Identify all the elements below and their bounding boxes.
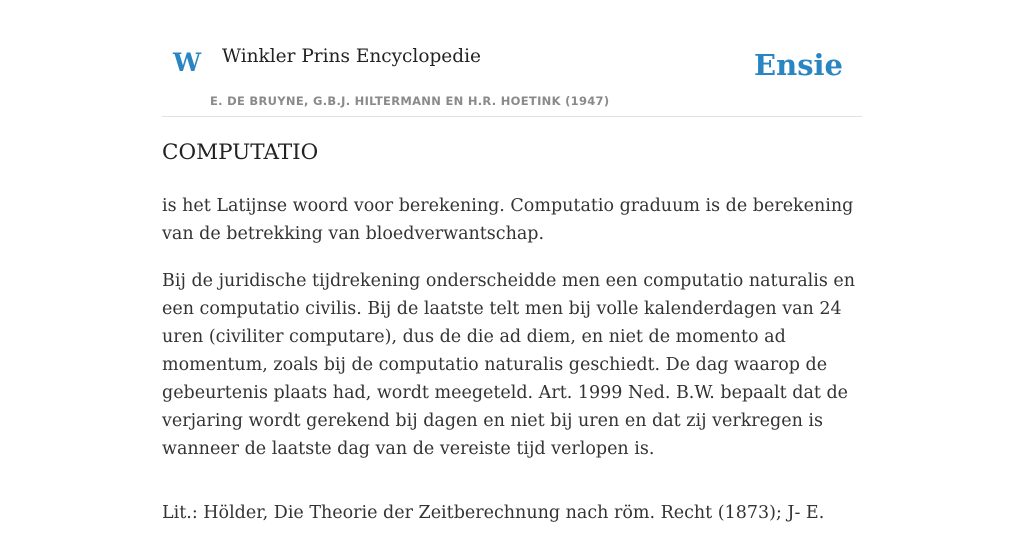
encyclopedia-logo[interactable]: W bbox=[173, 48, 202, 77]
entry-paragraph: is het Latijnse woord voor berekening. Computatio graduum is de berekening van de betrekking van bloedverwantschap. bbox=[162, 196, 854, 244]
entry-literature: Lit.: Hölder, Die Theorie der Zeitberechnung nach röm. Recht (1873); J- E. bbox=[162, 503, 825, 523]
entry-body bbox=[162, 192, 862, 546]
book-title[interactable]: Winkler Prins Encyclopedie bbox=[222, 46, 481, 67]
book-authors: E. DE BRUYNE, G.B.J. HILTERMANN EN H.R. HOETINK (1947) bbox=[210, 94, 610, 108]
entry-title: COMPUTATIO bbox=[162, 140, 319, 165]
ensie-brand-link[interactable]: Ensie bbox=[754, 48, 843, 82]
page bbox=[162, 0, 862, 523]
header bbox=[162, 0, 862, 117]
entry-paragraph: Bij de juridische tijdrekening onderscheidde men een computatio naturalis en een computatio civilis. Bij de laatste telt men bij volle kalenderdagen van 24 uren (civiliter computare), dus de die ad diem, en niet de momento ad momentum, zoals bij de computatio naturalis geschiedt. De dag waarop de gebeurtenis plaats had, wordt meegeteld. Art. 1999 Ned. B.W. bepaalt dat de verjaring wordt gerekend bij dagen en niet bij uren en dat zij verkregen is wanneer de laatste dag van de vereiste tijd verlopen is. bbox=[162, 271, 856, 459]
